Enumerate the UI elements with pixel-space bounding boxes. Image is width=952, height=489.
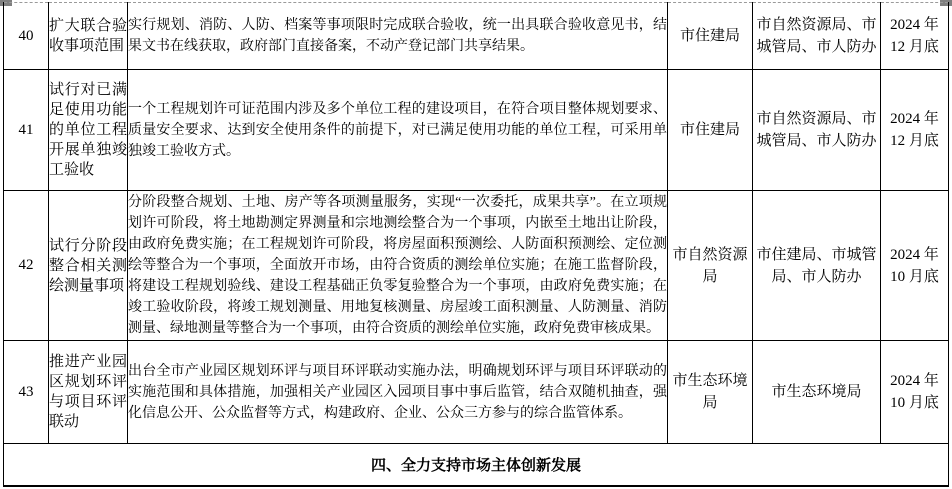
lead-dept-cell: 市住建局 bbox=[668, 70, 753, 191]
deadline-cell: 2024 年 10 月底 bbox=[881, 191, 949, 341]
task-name-cell: 试行分阶段整合相关测绘测量事项 bbox=[49, 191, 128, 341]
task-name-cell: 扩大联合验收事项范围 bbox=[49, 3, 128, 70]
description-cell: 分阶段整合规划、土地、房产等各项测量服务，实现“一次委托，成果共享”。在立项规划许可阶段，将土地勘测定界测量和宗地测绘整合为一个事项，内嵌至土地出让阶段，由政府免费实施；在工程规划许可阶段，将房屋面积预测绘、人防面积预测绘、定位测绘等整合为一个事项，全面放开市场，由符合资质的测绘单位实施；在施工监督阶段，将建设工程规划验线、建设工程基础正负零复验整合为一个事项，由政府免费实施；在竣工验收阶段，将竣工规划测量、用地复核测量、房屋竣工面积测量、人防测量、消防测量、绿地测量等整合为一个事项，由符合资质的测绘单位实施，政府免费审核成果。 bbox=[128, 191, 668, 341]
deadline-cell: 2024 年 12 月底 bbox=[881, 3, 949, 70]
task-name-cell: 推进产业园区规划环评与项目环评联动 bbox=[49, 341, 128, 444]
description-cell: 出台全市产业园区规划环评与项目环评联动实施办法，明确规划环评与项目环评联动的实施范围和具体措施，加强相关产业园区入园项目事中事后监管，结合双随机抽查，强化信息公开、公众监督等方式，构建政府、企业、公众三方参与的综合监管体系。 bbox=[128, 341, 668, 444]
tasks-table bbox=[3, 2, 949, 487]
support-dept-cell: 市自然资源局、市城管局、市人防办 bbox=[753, 70, 881, 191]
section-header-row bbox=[4, 444, 949, 486]
table-row bbox=[4, 70, 949, 191]
support-dept-cell: 市生态环境局 bbox=[753, 341, 881, 444]
deadline-cell: 2024 年 12 月底 bbox=[881, 70, 949, 191]
support-dept-cell: 市自然资源局、市城管局、市人防办 bbox=[753, 3, 881, 70]
row-number-cell: 43 bbox=[4, 341, 49, 444]
row-number-cell: 42 bbox=[4, 191, 49, 341]
description-cell: 实行规划、消防、人防、档案等事项限时完成联合验收，统一出具联合验收意见书，结果文书在线获取，政府部门直接备案，不动产登记部门共享结果。 bbox=[128, 3, 668, 70]
row-number-cell: 41 bbox=[4, 70, 49, 191]
deadline-cell: 2024 年 10 月底 bbox=[881, 341, 949, 444]
lead-dept-cell: 市住建局 bbox=[668, 3, 753, 70]
description-cell: 一个工程规划许可证范围内涉及多个单位工程的建设项目，在符合项目整体规划要求、质量安全要求、达到安全使用条件的前提下，对已满足使用功能的单位工程，可采用单独竣工验收方式。 bbox=[128, 70, 668, 191]
table-row bbox=[4, 341, 949, 444]
section-header-cell: 四、全力支持市场主体创新发展 bbox=[4, 444, 949, 486]
support-dept-cell: 市住建局、市城管局、市人防办 bbox=[753, 191, 881, 341]
lead-dept-cell: 市生态环境局 bbox=[668, 341, 753, 444]
row-number-cell: 40 bbox=[4, 3, 49, 70]
lead-dept-cell: 市自然资源局 bbox=[668, 191, 753, 341]
table-row bbox=[4, 3, 949, 70]
task-name-cell: 试行对已满足使用功能的单位工程开展单独竣工验收 bbox=[49, 70, 128, 191]
table-row bbox=[4, 191, 949, 341]
